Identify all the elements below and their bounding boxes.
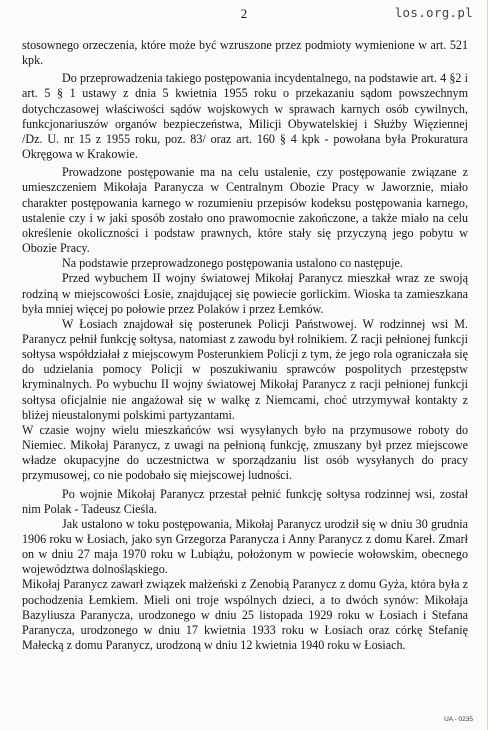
- paragraph-family: Mikołaj Paranycz zawarł związek małżeński z Zenobią Paranycz z domu Gyża, która była z pochodzenia Łemkiem. Mieli oni troje wspólnych dzieci, a to dwóch synów: Mikołaja Bazyliusza Paranycza, urodzonego w dniu 25 listopada 1929 roku w Łosiach i Stefana Paranycza, urodzonego w dniu 17 kwietnia 1933 roku w Łosiach oraz córkę Stefanię Małecką z domu Paranycz, urodzoną w dniu 12 kwietnia 1940 roku w Łosiach.: [22, 577, 468, 653]
- paragraph-legal-basis: Do przeprowadzenia takiego postępowania incydentalnego, na podstawie art. 4 §2 i art. 5 § 1 ustawy z dnia 5 kwietnia 1955 roku o przekazaniu sądom powszechnym dotychczasowej właściwości sądów wojskowych w sprawach karnych osób cywilnych, funkcjonariuszów organów bezpieczeństwa, Milicji Obywatelskiej i Służby Więziennej /Dz. U. nr 15 z 1955 roku, poz. 83/ oraz art. 160 § 4 kpk - powołana była Prokuratura Okręgowa w Krakowie.: [22, 71, 468, 162]
- paragraph-continuation: stosownego orzeczenia, które może być wzruszone przez podmioty wymienione w art. 521 kpk.: [22, 38, 468, 68]
- paragraph-findings-intro: Na podstawie przeprowadzonego postępowania ustalono co następuje.: [62, 256, 403, 271]
- document-reference-code: UA - 0235: [444, 716, 473, 723]
- page-number: 2: [240, 6, 248, 21]
- paragraph-postwar: Po wojnie Mikołaj Paranycz przestał pełnić funkcję sołtysa rodzinnej wsi, został nim Polak - Tadeusz Cieśla.: [22, 486, 468, 516]
- paragraph-prewar: Przed wybuchem II wojny światowej Mikołaj Paranycz mieszkał wraz ze swoją rodziną w miejscowości Łosie, znajdującej się powiecie gorlickim. Wioska ta zamieszkana była mniej więcej po połowie przez Polaków i przez Łemków.: [22, 271, 468, 316]
- paragraph-biography: Jak ustalono w toku postępowania, Mikołaj Paranycz urodził się w dniu 30 grudnia 1906 roku w Łosiach, jako syn Grzegorza Paranycza i Anny Paranycz z domu Kareł. Zmarł on w dniu 27 maja 1970 roku w Lubiążu, położonym w powiecie wołowskim, obecnego województwa dolnośląskiego.: [22, 516, 468, 577]
- paragraph-forced-labour: W czasie wojny wielu mieszkańców wsi wysyłanych było na przymusowe roboty do Niemiec. Mikołaj Paranycz, z uwagi na pełnioną funkcję, zmuszany był przez miejscowe władze okupacyjne do uczestnictwa w sporządzaniu list osób wysyłanych do pracy przymusowej, co nie podobało się miejscowej ludności.: [22, 422, 468, 483]
- paragraph-proceedings-purpose: Prowadzone postępowanie ma na celu ustalenie, czy postępowanie związane z umieszczeniem Mikołaja Paranycza w Centralnym Obozie Pracy w Jaworznie, miało charakter postępowania karnego w rozumieniu przepisów kodeksu postępowania karnego, ustalenie czy i w jaki sposób zostało ono prawomocnie zakończone, a także miało na celu określenie okoliczności i podstaw prawnych, które stały się przyczyną jego pobytu w Obozie Pracy.: [22, 165, 468, 256]
- document-body: [22, 38, 468, 653]
- paragraph-police-post: W Łosiach znajdował się posterunek Policji Państwowej. W rodzinnej wsi M. Paranycz pełnił funkcję sołtysa, natomiast z zawodu był rolnikiem. Z racji pełnionej funkcji sołtysa współdziałał z miejscowym Posterunkiem Policji z tym, że jego rola ograniczała się do udzielania pomocy Policji w poszukiwaniu sprawców pospolitych przestępstw kryminalnych. Po wybuchu II wojny światowej Mikołaj Paranycz z racji pełnionej funkcji sołtysa oficjalnie nie angażował się w walkę z Niemcami, choć utrzymywał kontakty z bliżej nieustalonymi polskimi partyzantami.: [22, 316, 468, 422]
- site-watermark: los.org.pl: [394, 5, 473, 20]
